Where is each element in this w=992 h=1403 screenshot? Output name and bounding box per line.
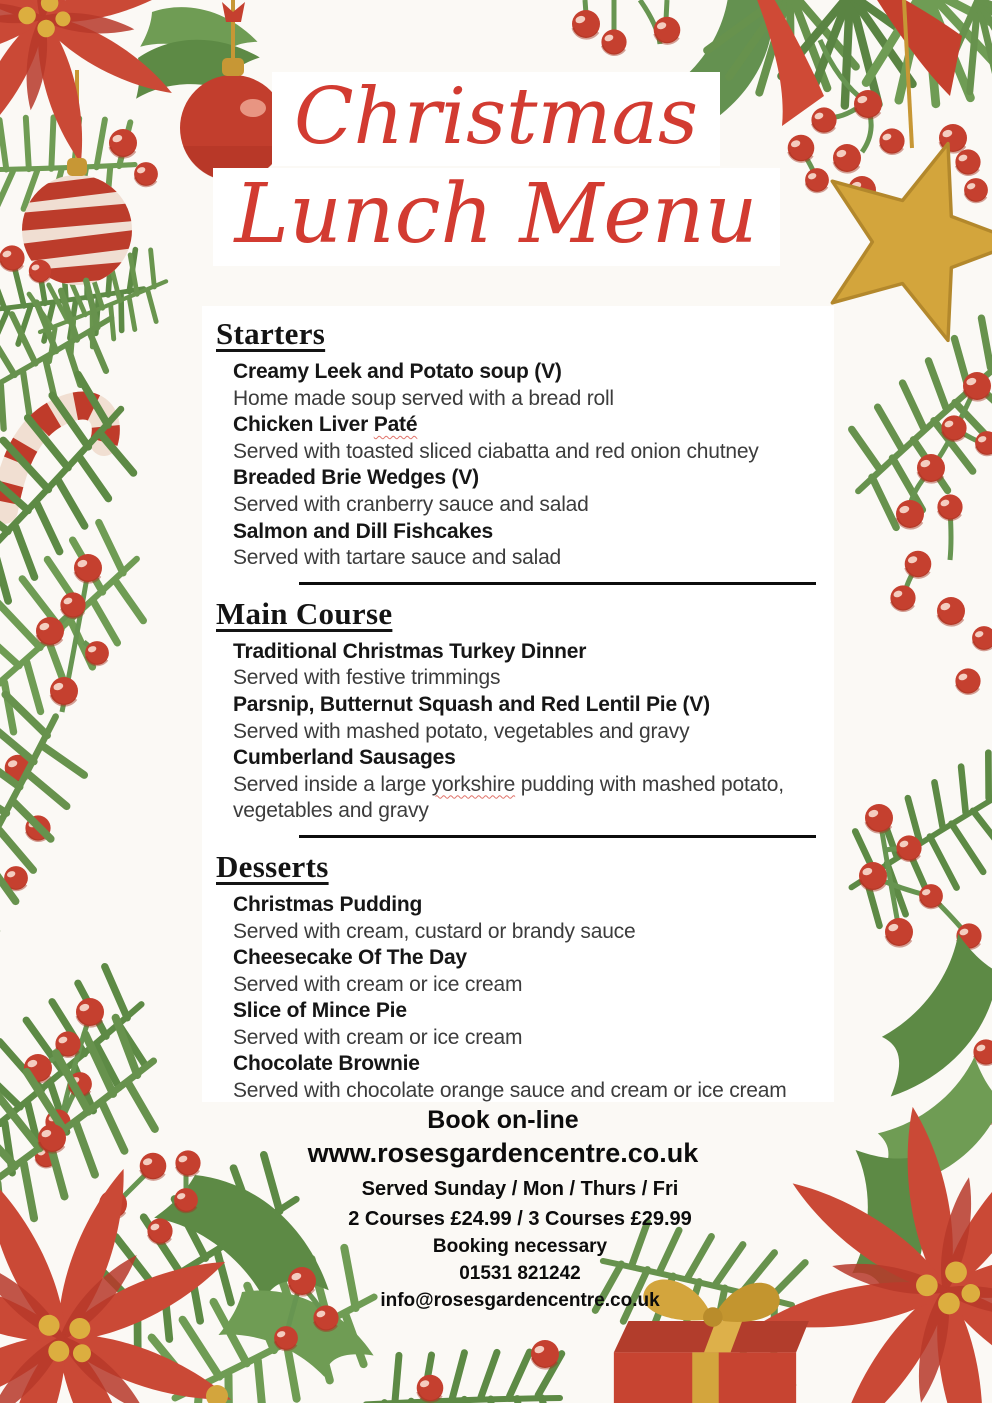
menu-item-description: Served with mashed potato, vegetables and gravy: [233, 719, 690, 743]
website-url: www.rosesgardencentre.co.uk: [307, 1138, 699, 1168]
menu-item-name: Christmas Pudding: [233, 892, 423, 916]
menu-item-name: Salmon and Dill Fishcakes: [233, 519, 493, 543]
berry-icon: [74, 554, 102, 582]
menu-items: [233, 359, 820, 572]
section-heading: Desserts: [216, 848, 329, 884]
berry-icon: [896, 500, 924, 528]
berry-icon: [572, 10, 600, 38]
berry-icon: [975, 431, 992, 455]
email-address: info@rosesgardencentre.co.uk: [380, 1290, 660, 1311]
berry-icon: [174, 1188, 198, 1212]
berry-icon: [896, 835, 921, 860]
berry-icon: [885, 918, 913, 946]
page-title: [0, 72, 992, 266]
menu-section-main-course: [202, 596, 834, 825]
berry-icon: [36, 617, 64, 645]
menu-item-name: Chocolate Brownie: [233, 1052, 420, 1076]
berry-icon: [50, 677, 78, 705]
menu-item-description: Served with toasted sliced ciabatta and red onion chutney: [233, 439, 759, 463]
berry-icon: [905, 551, 932, 578]
berry-icon: [147, 1218, 172, 1243]
menu-item-description: Served with cream or ice cream: [233, 972, 523, 996]
berry-icon: [76, 998, 104, 1026]
berry-icon: [601, 29, 626, 54]
menu-card: [202, 306, 834, 1102]
book-online-label: Book on-line: [427, 1106, 579, 1134]
section-heading: Starters: [216, 316, 326, 351]
berry-icon: [859, 862, 887, 890]
berry-icon: [865, 804, 893, 832]
section-divider: [299, 835, 816, 838]
course-prices: 2 Courses £24.99 / 3 Courses £29.99: [348, 1208, 692, 1230]
menu-item-name: Creamy Leek and Potato soup (V): [233, 360, 562, 383]
berry-icon: [941, 415, 966, 440]
menu-item-name: Breaded Brie Wedges (V): [233, 466, 479, 490]
berry-icon: [654, 17, 681, 44]
menu-item-name: Cheesecake Of The Day: [233, 946, 467, 970]
berry-icon: [955, 668, 980, 693]
menu-item-description: Served with cranberry sauce and salad: [233, 492, 589, 516]
berry-icon: [531, 1340, 559, 1368]
berry-icon: [38, 1124, 66, 1152]
berry-icon: [60, 592, 85, 617]
section-divider: [299, 582, 816, 585]
berry-icon: [274, 1326, 298, 1350]
berry-icon: [919, 884, 943, 908]
right-edge-decoration: [814, 312, 992, 1198]
menu-item-name: Cumberland Sausages: [233, 746, 456, 770]
menu-items: [233, 892, 820, 1105]
berry-icon: [890, 585, 915, 610]
title-text-christmas: Christmas: [272, 72, 720, 166]
title-line-1: [0, 72, 992, 166]
menu-section-desserts: [202, 849, 834, 1105]
berry-icon: [973, 1039, 992, 1064]
berry-icon: [85, 641, 109, 665]
menu-item-description: Home made soup served with a bread roll: [233, 386, 614, 410]
menu-items: [233, 639, 820, 825]
menu-item-description: Served inside a large yorkshire pudding with mashed potato, vegetables and gravy: [233, 772, 784, 823]
menu-item-description: Served with tartare sauce and salad: [233, 546, 562, 570]
phone-number: 01531 821242: [459, 1263, 581, 1284]
served-days: Served Sunday / Mon / Thurs / Fri: [361, 1178, 679, 1200]
berry-icon: [937, 597, 965, 625]
menu-item-name: Parsnip, Butternut Squash and Red Lentil Pie (V): [233, 692, 710, 716]
menu-item-description: Served with cream, custard or brandy sauce: [233, 919, 636, 943]
section-heading: Main Course: [216, 595, 393, 631]
menu-item-name: Slice of Mince Pie: [233, 999, 407, 1023]
booking-details: [220, 1178, 820, 1312]
berry-icon: [140, 1153, 167, 1180]
berry-icon: [175, 1150, 200, 1175]
title-text-lunch-menu: Lunch Menu: [213, 168, 780, 266]
berry-icon: [917, 454, 945, 482]
booking-header: [203, 1106, 803, 1169]
berry-icon: [963, 372, 991, 400]
menu-item-name: Traditional Christmas Turkey Dinner: [233, 639, 587, 663]
pine-branch-icon: [0, 683, 126, 941]
menu-item-description: Served with cream or ice cream: [233, 1025, 523, 1049]
menu-item-description: Served with chocolate orange sauce and cream or ice cream: [233, 1079, 787, 1103]
menu-item-description: Served with festive trimmings: [233, 666, 501, 690]
menu-section-starters: [202, 316, 834, 572]
berry-icon: [417, 1375, 444, 1402]
berry-icon: [972, 626, 992, 650]
menu-item-name: Chicken Liver Paté: [233, 413, 418, 437]
booking-note: Booking necessary: [432, 1236, 608, 1257]
title-line-2: [0, 166, 992, 266]
berry-icon: [937, 494, 962, 519]
